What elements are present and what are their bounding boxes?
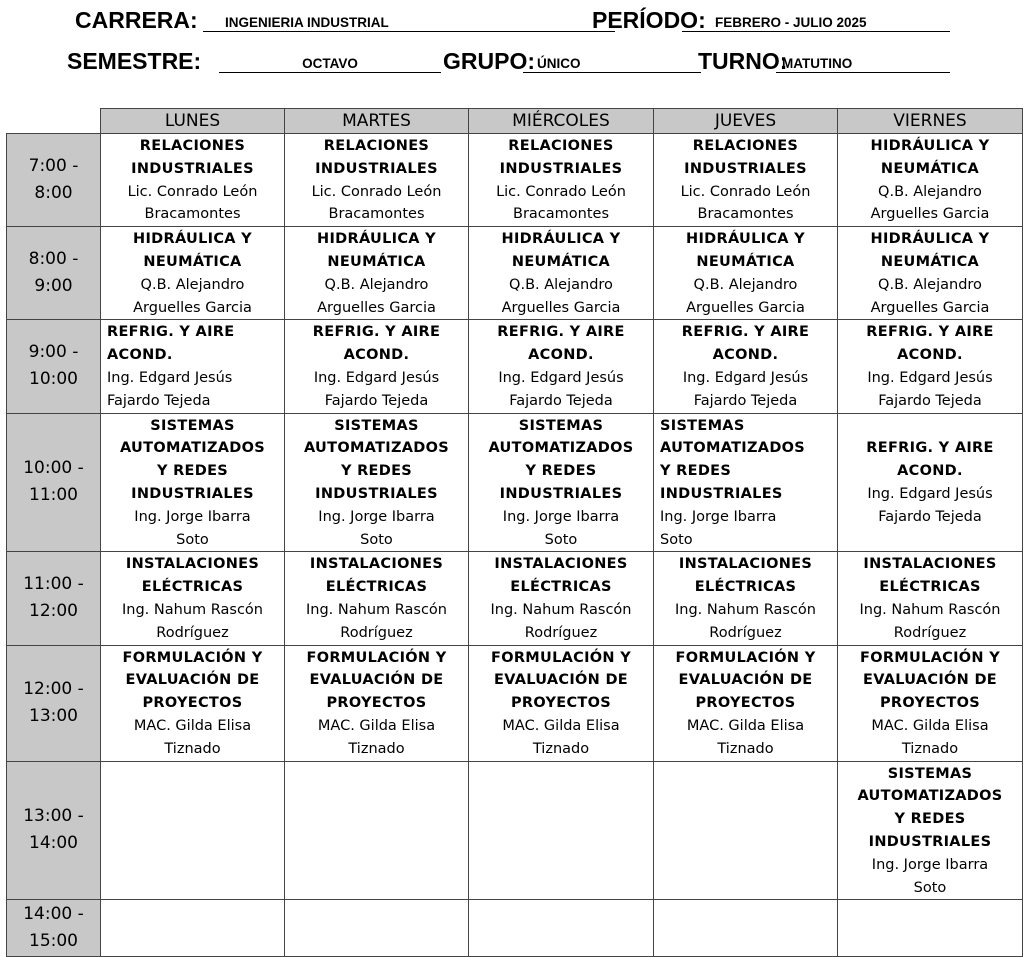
subject-name: Y REDES	[156, 463, 229, 480]
time-slot-cell	[7, 900, 101, 957]
subject-name: INDUSTRIALES	[868, 833, 992, 850]
turno-label: TURNO:	[698, 48, 788, 74]
subject-name: SISTEMAS	[518, 417, 604, 434]
time-slot-label: 14:00	[29, 833, 78, 854]
subject-name: SISTEMAS	[887, 765, 973, 782]
teacher-name: Lic. Conrado León	[127, 183, 258, 200]
subject-name: ELÉCTRICAS	[325, 579, 428, 596]
day-header-martes: MARTES	[285, 109, 469, 134]
teacher-name: Q.B. Alejandro	[324, 276, 429, 293]
time-slot-label: 9:00	[34, 276, 73, 297]
teacher-name: MAC. Gilda Elisa	[502, 717, 620, 734]
teacher-name: Ing. Jorge Ibarra	[502, 508, 620, 525]
subject-name: ELÉCTRICAS	[694, 579, 797, 596]
teacher-name: Lic. Conrado León	[496, 183, 626, 200]
teacher-name: Tiznado	[348, 740, 405, 757]
carrera-label: CARRERA:	[75, 7, 198, 33]
turno-value: MATUTINO	[776, 56, 950, 73]
teacher-name: Arguelles Garcia	[133, 299, 252, 316]
time-slot-cell	[7, 413, 101, 552]
teacher-name: Q.B. Alejandro	[878, 183, 982, 200]
time-slot-label: 13:00	[29, 706, 78, 727]
teacher-name: Ing. Nahum Rascón	[859, 601, 1001, 618]
subject-name: REFRIG. Y AIRE	[107, 324, 235, 341]
teacher-name: Q.B. Alejandro	[140, 276, 245, 293]
teacher-name: Soto	[660, 531, 693, 548]
day-header-viernes: VIERNES	[838, 109, 1023, 134]
teacher-name: Ing. Edgard Jesús	[867, 369, 993, 386]
teacher-name: Soto	[176, 531, 209, 548]
teacher-name: Ing. Edgard Jesús	[867, 485, 993, 502]
day-header-jueves: JUEVES	[654, 109, 838, 134]
subject-name: AUTOMATIZADOS	[303, 440, 450, 457]
subject-name: ELÉCTRICAS	[141, 579, 244, 596]
time-slot-label: 10:00	[29, 369, 78, 390]
teacher-name: Fajardo Tejeda	[693, 392, 798, 409]
subject-name: RELACIONES	[508, 138, 614, 154]
schedule-row	[7, 552, 1023, 645]
class-cell-martes	[285, 552, 469, 645]
subject-name: REFRIG. Y AIRE	[866, 440, 994, 457]
subject-name: ACOND.	[107, 347, 173, 364]
subject-name: SISTEMAS	[660, 417, 745, 434]
subject-name: INSTALACIONES	[678, 556, 813, 573]
class-cell-martes	[285, 320, 469, 413]
subject-name: PROYECTOS	[879, 695, 980, 712]
class-cell-martes	[285, 134, 469, 227]
class-cell-jueves	[654, 552, 838, 645]
subject-name: HIDRÁULICA Y	[133, 231, 252, 248]
class-cell-viernes	[838, 552, 1023, 645]
time-slot-label: 12:00 -	[23, 679, 84, 700]
teacher-name: MAC. Gilda Elisa	[686, 717, 805, 734]
subject-name: INSTALACIONES	[309, 556, 444, 573]
class-cell-lunes	[101, 227, 285, 320]
subject-name: RELACIONES	[692, 138, 799, 154]
subject-name: ACOND.	[897, 463, 963, 480]
subject-name: FORMULACIÓN Y	[675, 649, 816, 666]
class-cell-miercoles	[469, 761, 654, 900]
time-slot-label: 8:00	[34, 183, 73, 204]
class-cell-jueves	[654, 900, 838, 957]
time-slot-label: 15:00	[29, 931, 78, 952]
schedule-row	[7, 227, 1023, 320]
teacher-name: Ing. Nahum Rascón	[306, 601, 447, 618]
teacher-name: Ing. Jorge Ibarra	[660, 508, 777, 525]
teacher-name: Arguelles Garcia	[317, 299, 436, 316]
time-slot-label: 13:00 -	[23, 806, 84, 827]
teacher-name: Arguelles Garcia	[870, 299, 990, 316]
grupo-label: GRUPO:	[443, 48, 535, 74]
schedule-row	[7, 900, 1023, 957]
subject-name: SISTEMAS	[150, 417, 235, 434]
subject-name: INDUSTRIALES	[315, 485, 438, 502]
teacher-name: Lic. Conrado León	[680, 183, 811, 200]
subject-name: EVALUACIÓN DE	[493, 672, 629, 689]
schedule-row	[7, 134, 1023, 227]
subject-name: FORMULACIÓN Y	[859, 649, 1000, 666]
teacher-name: Ing. Edgard Jesús	[313, 369, 440, 386]
subject-name: EVALUACIÓN DE	[678, 672, 813, 689]
class-cell-martes	[285, 227, 469, 320]
class-cell-lunes	[101, 134, 285, 227]
time-slot-label: 12:00	[29, 601, 78, 622]
class-cell-lunes	[101, 320, 285, 413]
class-cell-miercoles	[469, 900, 654, 957]
teacher-name: Tiznado	[717, 740, 774, 757]
teacher-name: Rodríguez	[524, 624, 598, 641]
semestre-value: OCTAVO	[219, 56, 441, 73]
time-slot-cell	[7, 134, 101, 227]
class-cell-viernes	[838, 900, 1023, 957]
subject-name: HIDRÁULICA Y	[317, 231, 436, 248]
subject-name: ACOND.	[528, 347, 594, 364]
class-cell-miercoles	[469, 134, 654, 227]
teacher-name: Fajardo Tejeda	[107, 392, 211, 409]
subject-name: PROYECTOS	[695, 695, 796, 712]
subject-name: NEUMÁTICA	[696, 253, 795, 270]
teacher-name: Rodríguez	[893, 624, 967, 641]
teacher-name: Arguelles Garcia	[686, 299, 805, 316]
time-slot-label: 11:00 -	[23, 574, 84, 595]
teacher-name: Ing. Nahum Rascón	[122, 601, 263, 618]
subject-name: ACOND.	[897, 347, 963, 364]
teacher-name: MAC. Gilda Elisa	[871, 717, 989, 734]
class-cell-martes	[285, 761, 469, 900]
class-cell-viernes	[838, 645, 1023, 761]
subject-name: AUTOMATIZADOS	[488, 440, 634, 457]
subject-name: HIDRÁULICA Y	[870, 138, 990, 154]
grupo-value: ÚNICO	[523, 56, 701, 73]
time-slot-cell	[7, 761, 101, 900]
subject-name: INDUSTRIALES	[131, 160, 254, 177]
time-slot-cell	[7, 227, 101, 320]
subject-name: INDUSTRIALES	[131, 485, 254, 502]
subject-name: INDUSTRIALES	[315, 160, 438, 177]
teacher-name: Bracamontes	[328, 206, 425, 223]
class-cell-jueves	[654, 761, 838, 900]
subject-name: Y REDES	[660, 463, 732, 480]
subject-name: NEUMÁTICA	[143, 253, 242, 270]
time-slot-cell	[7, 320, 101, 413]
class-cell-jueves	[654, 413, 838, 552]
teacher-name: Rodríguez	[156, 624, 229, 641]
subject-name: SISTEMAS	[334, 417, 419, 434]
subject-name: FORMULACIÓN Y	[306, 649, 447, 666]
day-header-lunes: LUNES	[101, 109, 285, 134]
subject-name: Y REDES	[340, 463, 413, 480]
class-cell-lunes	[101, 900, 285, 957]
time-slot-label: 8:00 -	[28, 249, 79, 270]
class-cell-jueves	[654, 227, 838, 320]
subject-name: RELACIONES	[323, 138, 430, 154]
teacher-name: Soto	[544, 531, 578, 548]
teacher-name: Ing. Jorge Ibarra	[871, 856, 989, 873]
time-slot-cell	[7, 645, 101, 761]
teacher-name: Rodríguez	[340, 624, 413, 641]
subject-name: EVALUACIÓN DE	[862, 672, 998, 689]
subject-name: HIDRÁULICA Y	[686, 231, 805, 248]
teacher-name: MAC. Gilda Elisa	[317, 717, 436, 734]
subject-name: INSTALACIONES	[863, 556, 997, 573]
subject-name: INSTALACIONES	[125, 556, 260, 573]
schedule-row	[7, 413, 1023, 552]
teacher-name: Ing. Nahum Rascón	[490, 601, 632, 618]
class-cell-miercoles	[469, 413, 654, 552]
subject-name: ACOND.	[343, 347, 410, 364]
time-slot-label: 11:00	[29, 485, 78, 506]
subject-name: REFRIG. Y AIRE	[866, 324, 994, 341]
subject-name: NEUMÁTICA	[511, 253, 611, 270]
subject-name: NEUMÁTICA	[880, 253, 980, 270]
class-cell-viernes	[838, 320, 1023, 413]
teacher-name: Ing. Edgard Jesús	[682, 369, 809, 386]
periodo-value: FEBRERO - JULIO 2025	[682, 15, 950, 32]
carrera-value: INGENIERIA INDUSTRIAL	[203, 15, 615, 32]
subject-name: HIDRÁULICA Y	[870, 231, 990, 248]
teacher-name: Fajardo Tejeda	[878, 392, 982, 409]
schedule-row	[7, 645, 1023, 761]
schedule-table	[6, 108, 1023, 957]
teacher-name: Fajardo Tejeda	[324, 392, 429, 409]
subject-name: ACOND.	[712, 347, 779, 364]
subject-name: Y REDES	[894, 811, 966, 828]
subject-name: NEUMÁTICA	[327, 253, 426, 270]
subject-name: FORMULACIÓN Y	[490, 649, 631, 666]
teacher-name: Ing. Jorge Ibarra	[318, 508, 435, 525]
class-cell-lunes	[101, 761, 285, 900]
teacher-name: Bracamontes	[144, 206, 241, 223]
subject-name	[838, 415, 1022, 438]
teacher-name: Ing. Edgard Jesús	[107, 369, 233, 386]
subject-name: AUTOMATIZADOS	[660, 440, 806, 457]
subject-name: EVALUACIÓN DE	[125, 672, 260, 689]
subject-name: Y REDES	[525, 463, 597, 480]
schedule-row	[7, 320, 1023, 413]
class-cell-jueves	[654, 320, 838, 413]
teacher-name: Fajardo Tejeda	[509, 392, 613, 409]
class-cell-viernes	[838, 413, 1023, 552]
time-slot-label: 10:00 -	[23, 458, 84, 479]
subject-name: INDUSTRIALES	[499, 160, 623, 177]
teacher-name: Bracamontes	[697, 206, 794, 223]
teacher-name: Q.B. Alejandro	[693, 276, 798, 293]
teacher-name: Arguelles Garcia	[870, 206, 990, 223]
subject-name: REFRIG. Y AIRE	[497, 324, 625, 341]
days-header-row	[7, 109, 1023, 134]
class-cell-lunes	[101, 645, 285, 761]
subject-name: INDUSTRIALES	[660, 485, 783, 502]
teacher-name: Ing. Edgard Jesús	[498, 369, 624, 386]
class-cell-miercoles	[469, 645, 654, 761]
class-cell-lunes	[101, 552, 285, 645]
teacher-name: Ing. Jorge Ibarra	[134, 508, 251, 525]
teacher-name: Tiznado	[901, 740, 959, 757]
class-cell-martes	[285, 413, 469, 552]
teacher-name: Tiznado	[532, 740, 590, 757]
time-slot-cell	[7, 552, 101, 645]
teacher-name: Q.B. Alejandro	[509, 276, 613, 293]
subject-name: HIDRÁULICA Y	[501, 231, 621, 248]
teacher-name: Rodríguez	[709, 624, 782, 641]
class-cell-viernes	[838, 227, 1023, 320]
subject-name: NEUMÁTICA	[880, 160, 980, 177]
schedule-row	[7, 761, 1023, 900]
teacher-name: Ing. Nahum Rascón	[675, 601, 816, 618]
teacher-name: Soto	[360, 531, 393, 548]
subject-name: EVALUACIÓN DE	[309, 672, 444, 689]
class-cell-miercoles	[469, 552, 654, 645]
subject-name: PROYECTOS	[142, 695, 243, 712]
subject-name: INSTALACIONES	[494, 556, 628, 573]
subject-name: ELÉCTRICAS	[879, 579, 981, 596]
class-cell-viernes	[838, 761, 1023, 900]
class-cell-lunes	[101, 413, 285, 552]
periodo-label: PERÍODO:	[592, 7, 706, 33]
subject-name: REFRIG. Y AIRE	[312, 324, 441, 341]
teacher-name: Lic. Conrado León	[311, 183, 442, 200]
time-slot-label: 9:00 -	[28, 342, 79, 363]
corner-cell	[7, 109, 101, 134]
teacher-name: Bracamontes	[513, 206, 609, 223]
class-cell-jueves	[654, 134, 838, 227]
time-slot-label: 14:00 -	[23, 904, 84, 925]
subject-name: ELÉCTRICAS	[510, 579, 612, 596]
subject-name: PROYECTOS	[510, 695, 611, 712]
time-slot-label: 7:00 -	[28, 156, 79, 177]
subject-name: FORMULACIÓN Y	[122, 649, 263, 666]
class-cell-miercoles	[469, 320, 654, 413]
class-cell-jueves	[654, 645, 838, 761]
teacher-name: Fajardo Tejeda	[878, 508, 982, 525]
subject-name: RELACIONES	[139, 138, 246, 154]
subject-name: INDUSTRIALES	[684, 160, 807, 177]
teacher-name: Q.B. Alejandro	[878, 276, 982, 293]
subject-name: PROYECTOS	[326, 695, 427, 712]
teacher-name: Arguelles Garcia	[501, 299, 621, 316]
subject-name: AUTOMATIZADOS	[857, 788, 1003, 805]
teacher-name: Tiznado	[164, 740, 221, 757]
subject-name: INDUSTRIALES	[499, 485, 623, 502]
teacher-name: Soto	[913, 879, 947, 896]
class-cell-miercoles	[469, 227, 654, 320]
class-cell-martes	[285, 645, 469, 761]
class-cell-martes	[285, 900, 469, 957]
day-header-miercoles: MIÉRCOLES	[469, 109, 654, 134]
class-cell-viernes	[838, 134, 1023, 227]
subject-name: REFRIG. Y AIRE	[681, 324, 810, 341]
teacher-name: MAC. Gilda Elisa	[133, 717, 252, 734]
subject-name: AUTOMATIZADOS	[119, 440, 266, 457]
semestre-label: SEMESTRE:	[67, 48, 202, 74]
